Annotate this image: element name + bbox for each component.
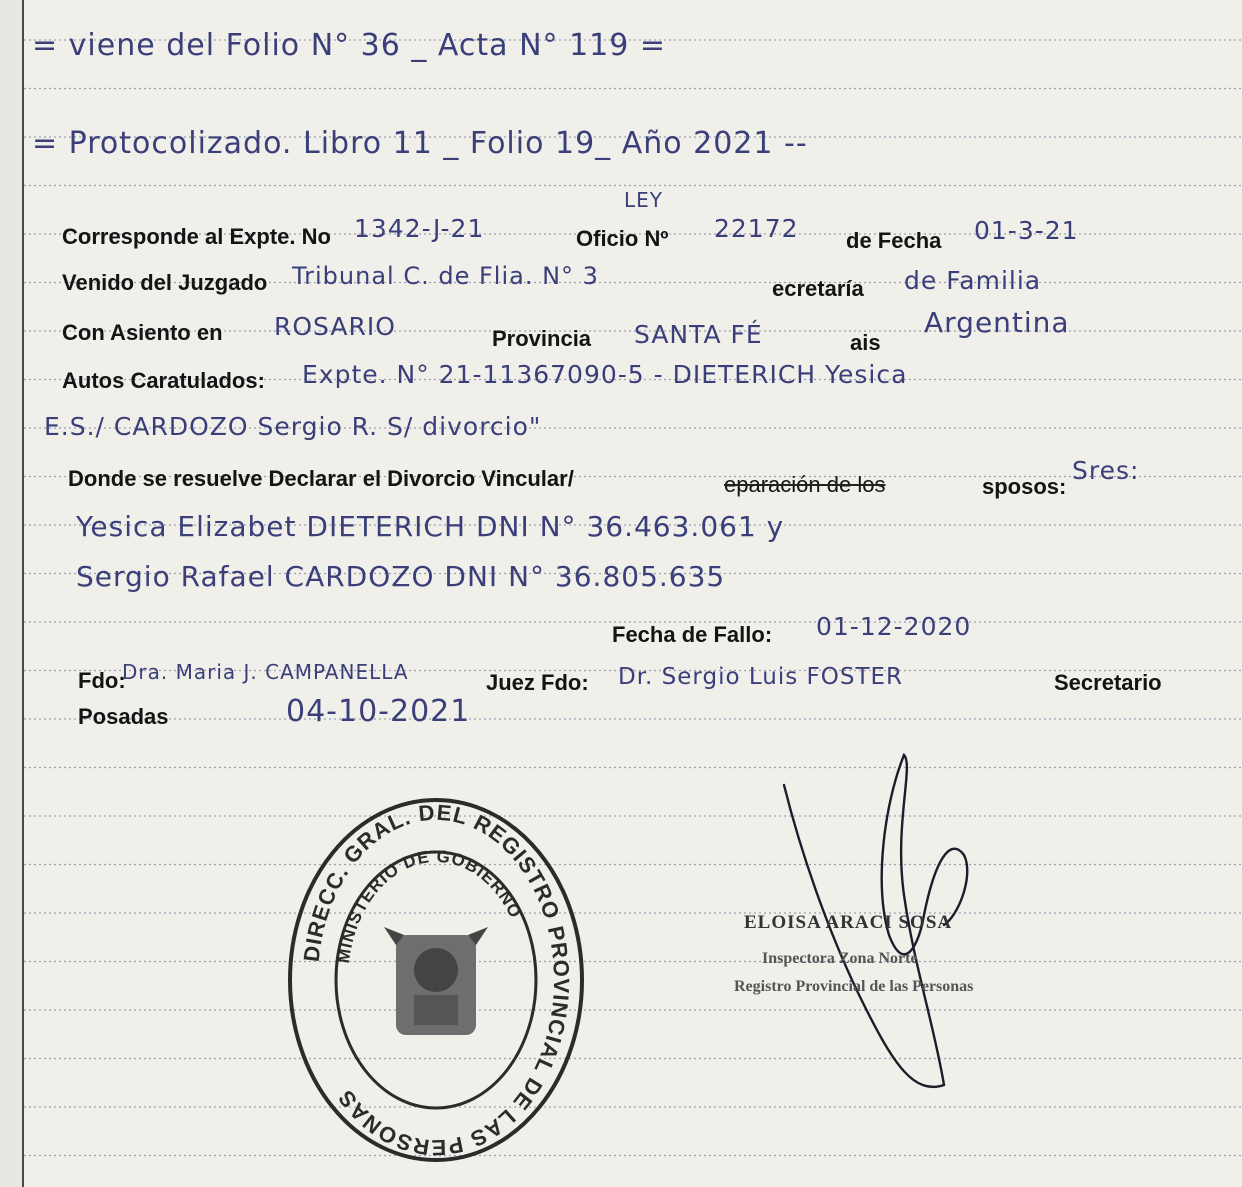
stamp-outer-text: DIRECC. GRAL. DEL REGISTRO PROVINCIAL DE LAS PERSONAS bbox=[298, 799, 575, 1161]
secretaria-label: ecretaría bbox=[772, 276, 864, 301]
fdo-value: Dra. Maria J. CAMPANELLA bbox=[122, 660, 409, 684]
fecha-label: de Fecha bbox=[846, 228, 942, 253]
posadas-value: 04-10-2021 bbox=[286, 694, 471, 729]
spouse-line-1: Yesica Elizabet DIETERICH DNI N° 36.463.061 y bbox=[76, 510, 785, 543]
asiento-value: ROSARIO bbox=[274, 312, 396, 341]
fdo-label: Fdo: bbox=[78, 668, 126, 693]
juez-label: Juez Fdo: bbox=[486, 670, 589, 695]
provincia-value: SANTA FÉ bbox=[634, 320, 763, 349]
autos-label: Autos Caratulados: bbox=[62, 368, 265, 393]
resuelve-label: Donde se resuelve Declarar el Divorcio Vincular/ bbox=[68, 466, 574, 491]
oficio-value: 22172 bbox=[714, 214, 799, 243]
juzgado-value: Tribunal C. de Flia. N° 3 bbox=[292, 262, 599, 290]
esposos-note: Sres: bbox=[1072, 456, 1140, 485]
provincia-label: Provincia bbox=[492, 326, 592, 351]
spouse-line-2: Sergio Rafael CARDOZO DNI N° 36.805.635 bbox=[76, 560, 726, 593]
asiento-label: Con Asiento en bbox=[62, 320, 223, 345]
coat-of-arms-icon bbox=[384, 927, 488, 1035]
fallo-label: Fecha de Fallo: bbox=[612, 622, 773, 647]
ley-note: LEY bbox=[624, 188, 663, 212]
juzgado-label: Venido del Juzgado bbox=[62, 270, 268, 295]
official-stamp bbox=[286, 795, 586, 1165]
stamp-inner-text: MINISTERIO DE GOBIERNO bbox=[333, 846, 526, 965]
expte-value: 1342-J-21 bbox=[354, 214, 485, 243]
pais-value: Argentina bbox=[924, 306, 1070, 339]
oficio-label: Oficio Nº bbox=[576, 226, 669, 251]
esposos-label: sposos: bbox=[982, 474, 1067, 499]
expte-label: Corresponde al Expte. No bbox=[62, 224, 331, 249]
pais-label: ais bbox=[850, 330, 881, 355]
secretaria-value: de Familia bbox=[904, 266, 1042, 295]
posadas-label: Posadas bbox=[78, 704, 169, 729]
header-line-2: = Protocolizado. Libro 11 _ Folio 19_ Año 2021 -- bbox=[32, 126, 808, 161]
fallo-value: 01-12-2020 bbox=[816, 612, 972, 641]
resuelve-strike: eparación de los bbox=[724, 472, 886, 497]
fecha-value: 01-3-21 bbox=[974, 216, 1079, 245]
autos-value-1: Expte. N° 21-11367090-5 - DIETERICH Yesica bbox=[302, 360, 908, 389]
secretario-value: Dr. Sergio Luis FOSTER bbox=[618, 664, 904, 690]
header-line-1: = viene del Folio N° 36 _ Acta N° 119 = bbox=[32, 28, 667, 63]
autos-value-2: E.S./ CARDOZO Sergio R. S/ divorcio" bbox=[44, 412, 542, 441]
signer-org: Registro Provincial de las Personas bbox=[734, 978, 974, 995]
document-sheet bbox=[22, 0, 1242, 1187]
signer-title: Inspectora Zona Norte bbox=[762, 950, 918, 967]
secretario-label: Secretario bbox=[1054, 670, 1162, 695]
signer-name: ELOISA ARACI SOSA bbox=[744, 912, 953, 933]
